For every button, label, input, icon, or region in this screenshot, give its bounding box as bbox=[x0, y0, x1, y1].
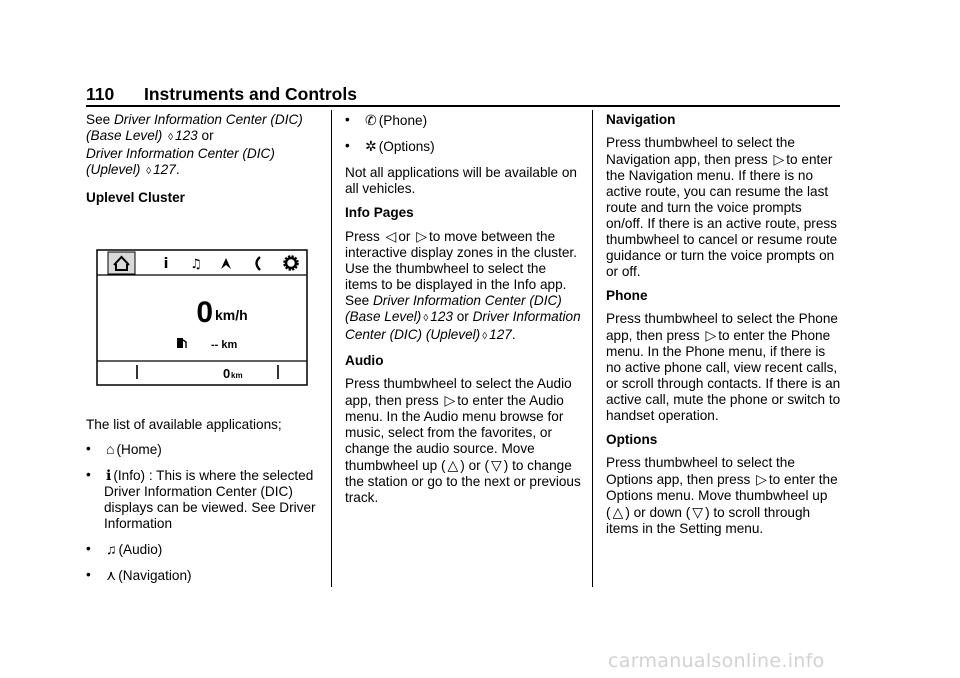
info-icon: i bbox=[163, 256, 169, 272]
up-arrow-icon: △ bbox=[612, 504, 624, 520]
page-ref-icon: ◊ bbox=[423, 313, 429, 324]
cluster-illustration bbox=[96, 249, 308, 386]
audio-icon: ♫ bbox=[190, 257, 202, 272]
odometer-value: 0 bbox=[223, 366, 231, 381]
list-item: • ♫ (Audio) bbox=[86, 541, 163, 557]
page-ref-icon: ◊ bbox=[146, 166, 152, 177]
speed-value: 0 bbox=[196, 296, 213, 329]
navigation-heading: Navigation bbox=[606, 112, 676, 127]
column-1 bbox=[86, 112, 322, 593]
range-value: -- km bbox=[211, 339, 238, 351]
up-arrow-icon: △ bbox=[447, 457, 459, 473]
options-text: Press thumbwheel to select the Options app, then press ▷ to enter the Options menu. Move thumbwheel up ( △ ) or down ( ▽ ) to scroll through items in the Setting menu. bbox=[606, 455, 838, 536]
phone-text: Press thumbwheel to select the Phone app, then press ▷ to enter the Phone menu. In the Phone menu, if there is no active phone call, view recent calls, or scroll through contacts. If there is an active call, mute the phone or switch to handset operation. bbox=[606, 311, 841, 423]
ref-page[interactable]: 123 bbox=[175, 128, 198, 143]
right-arrow-icon: ▷ bbox=[416, 228, 427, 244]
options-icon: ✲ bbox=[365, 138, 377, 154]
info-pages-text: Press ◁ or ▷ to move between the interactive display zones in the cluster. Use the thumbwheel to select the items to be displayed in the Info app. See Driver Information Center (DIC) (Base Level) ◊ 123 or Driver Information Center (DIC) (Uplevel) ◊ 127. bbox=[345, 228, 581, 342]
list-item: • ✆ (Phone) bbox=[345, 112, 428, 128]
header-rule bbox=[86, 105, 840, 107]
column-2 bbox=[345, 112, 581, 514]
right-arrow-icon: ▷ bbox=[756, 471, 767, 487]
page-ref-icon: ◊ bbox=[482, 331, 488, 342]
options-heading: Options bbox=[606, 432, 658, 447]
ref-link-base[interactable]: Driver Information Center (DIC) (Base Level) bbox=[345, 293, 562, 324]
info-pages-heading: Info Pages bbox=[345, 205, 414, 220]
phone-icon: ✆ bbox=[365, 112, 377, 128]
right-arrow-icon: ▷ bbox=[444, 392, 456, 408]
left-arrow-icon: ◁ bbox=[385, 228, 397, 244]
see-reference: See Driver Information Center (DIC) (Base Level) ◊ 123 or Driver Information Center (DIC) (Uplevel) ◊ 127. bbox=[86, 112, 303, 177]
audio-icon: ♫ bbox=[106, 541, 117, 557]
list-item: • ⌂ (Home) bbox=[86, 441, 162, 457]
availability-note: Not all applications will be available on all vehicles. bbox=[345, 165, 577, 196]
page-title: Instruments and Controls bbox=[144, 84, 357, 104]
ref-link-uplevel[interactable]: Driver Information Center (DIC) (Uplevel) bbox=[345, 309, 581, 342]
list-item: • ✲ (Options) bbox=[345, 138, 435, 154]
home-icon: ⌂ bbox=[106, 441, 115, 457]
down-arrow-icon: ▽ bbox=[692, 504, 704, 520]
down-arrow-icon: ▽ bbox=[490, 457, 502, 473]
column-divider bbox=[331, 110, 332, 587]
speed-unit: km/h bbox=[215, 307, 248, 323]
navigation-text: Press thumbwheel to select the Navigation app, then press ▷ to enter the Navigation menu. If there is no active route, you can resume the last route and turn the voice prompts on/off. If there is an active route, press thumbwheel to cancel or resume route guidance or turn the voice prompts on or off. bbox=[606, 135, 838, 279]
page-header bbox=[86, 80, 840, 106]
ref-link-base[interactable]: Driver Information Center (DIC) (Base Level) bbox=[86, 112, 303, 143]
page-ref-icon: ◊ bbox=[168, 132, 174, 143]
uplevel-heading: Uplevel Cluster bbox=[86, 190, 185, 205]
ref-link-uplevel[interactable]: Driver Information Center (DIC) (Uplevel) bbox=[86, 146, 275, 177]
audio-text: Press thumbwheel to select the Audio app, then press ▷ to enter the Audio menu. In the Audio menu browse for music, select from the favorites, or change the audio source. Move thumbwheel up ( △ ) or ( ▽ ) to change the station or go to the next or previous track. bbox=[345, 376, 581, 505]
list-item: • ℹ (Info) : This is where the selected Driver Information Center (DIC) displays can be viewed. See Driver Information bbox=[86, 467, 316, 531]
column-divider bbox=[592, 110, 593, 587]
column-3 bbox=[606, 112, 842, 545]
right-arrow-icon: ▷ bbox=[773, 151, 785, 167]
list-item: • ⋏ (Navigation) bbox=[86, 567, 192, 583]
right-arrow-icon: ▷ bbox=[705, 327, 717, 343]
ref-page[interactable]: 123 bbox=[430, 309, 453, 324]
info-icon: ℹ bbox=[106, 467, 112, 483]
list-intro: The list of available applications; bbox=[86, 417, 282, 432]
watermark: carmanualsonline.info bbox=[608, 650, 825, 672]
audio-heading: Audio bbox=[345, 353, 384, 368]
navigation-icon: ⋏ bbox=[106, 567, 117, 583]
page-number: 110 bbox=[86, 84, 115, 104]
ref-page[interactable]: 127 bbox=[153, 162, 176, 177]
odometer-unit: km bbox=[231, 371, 243, 380]
phone-heading: Phone bbox=[606, 288, 648, 303]
ref-page[interactable]: 127 bbox=[489, 327, 512, 342]
